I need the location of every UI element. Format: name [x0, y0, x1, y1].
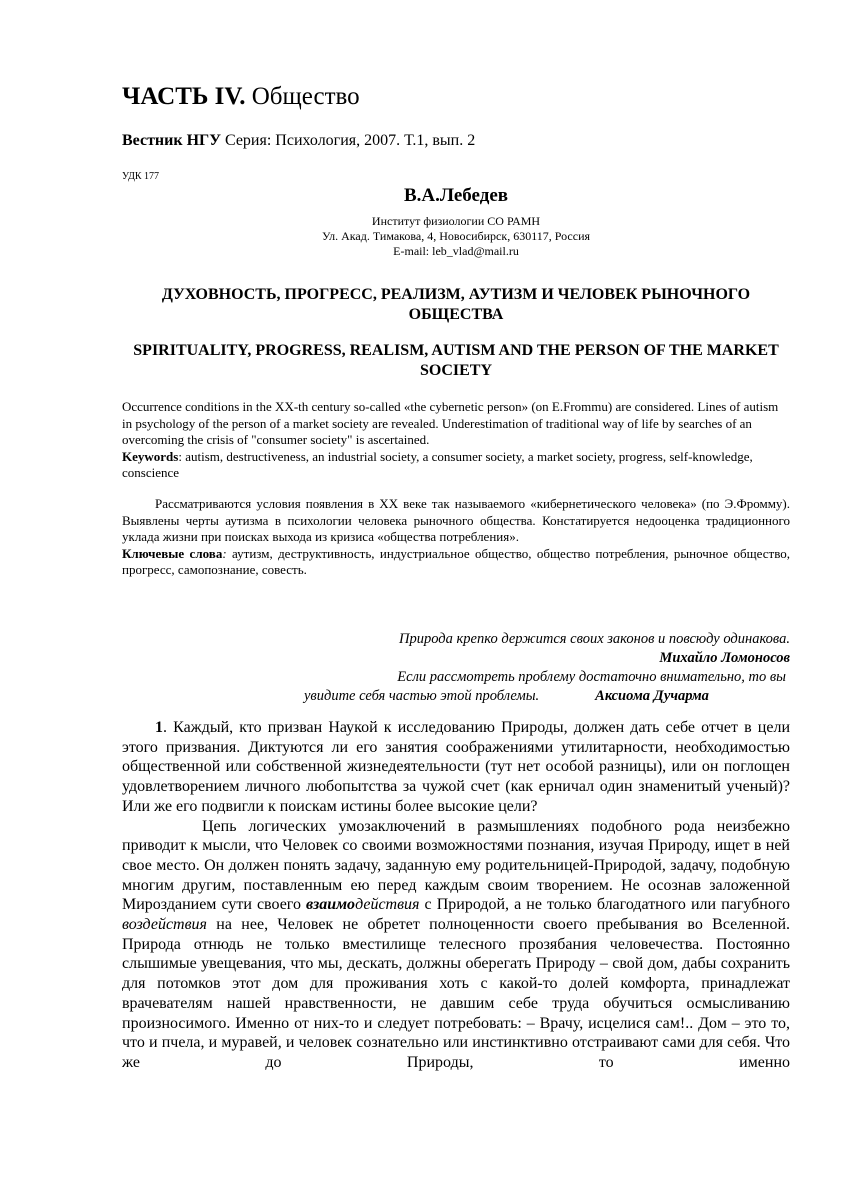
author-name: В.А.Лебедев — [403, 185, 509, 206]
journal-series: Серия: Психология, 2007. Т.1, вып. 2 — [220, 132, 476, 149]
epigraph-quote-1: Природа крепко держится своих законов и повсюду одинакова. — [399, 631, 790, 647]
epigraph-author-1: Михайло Ломоносов — [659, 650, 790, 666]
section-number: 1 — [155, 719, 163, 736]
author-affiliation — [122, 214, 790, 259]
body-paragraph-2-part-b: с Природой, а не только благодатного или пагубного — [419, 896, 790, 914]
epigraph-quote-2-end — [304, 687, 790, 706]
article-body — [122, 718, 790, 1073]
part-heading — [122, 82, 360, 112]
body-paragraph-2 — [122, 817, 790, 1073]
abstract-english-text: Occurrence conditions in the XX-th century so-called «the cybernetic person» (on E.Frommu) are considered. Lines of autism in psychology of the person of a market society are revealed. Underestimation of traditional way of life by searches of an overcoming the crisis of "consumer society" is ascertained. — [122, 399, 779, 447]
abstract-russian — [122, 496, 790, 579]
epigraph-quote-2: Если рассмотреть проблему достаточно внимательно, то вы — [397, 669, 786, 685]
title-english: SPIRITUALITY, PROGRESS, REALISM, AUTISM AND THE PERSON OF THE MARKET SOCIETY — [133, 342, 779, 379]
keywords-english-list: : autism, destructiveness, an industrial society, a consumer society, a market society, progress, self-knowledge, conscience — [122, 448, 753, 480]
emphasis-italic: действия — [355, 896, 420, 914]
keywords-russian-colon: : — [222, 545, 227, 561]
part-number: ЧАСТЬ IV. — [122, 83, 246, 110]
address: Ул. Акад. Тимакова, 4, Новосибирск, 630117, Россия — [321, 229, 591, 243]
keywords-english-label: Keywords — [122, 448, 179, 464]
journal-line — [122, 131, 475, 151]
keywords-russian-label: Ключевые слова — [122, 545, 223, 561]
emphasis-italic-2: воздействия — [122, 916, 207, 934]
body-paragraph-1 — [122, 718, 790, 817]
institute: Институт физиологии СО РАМН — [371, 214, 541, 228]
email: E-mail: leb_vlad@mail.ru — [393, 244, 519, 258]
body-paragraph-1-text: . Каждый, кто призван Наукой к исследованию Природы, должен дать себе отчет в цели этого призвания. Диктуются ли его занятия соображениями утилитарности, необходимостью общественной или собственной жизнедеятельности (тут нет особой разницы), или он поглощен удовлетворением личного любопытства за чужой счет (как ерничал один знаменитый ученый)? Или же его подвигли к поискам истины более высокие цели? — [122, 719, 790, 815]
epigraphs — [304, 630, 790, 706]
title-russian: ДУХОВНОСТЬ, ПРОГРЕСС, РЕАЛИЗМ, АУТИЗМ И ЧЕЛОВЕК РЫНОЧНОГО ОБЩЕСТВА — [161, 286, 751, 323]
epigraph-quote-2-line2: увидите себя частью этой проблемы. — [304, 688, 540, 704]
keywords-russian — [122, 546, 790, 579]
body-paragraph-2-part-a: Цепь логических умозаключений в размышлениях подобного рода неизбежно приводит к мысли, что Человек со своими возможностями познания, изучая Природу, ищет в ней свое место. Он должен понять задачу, заданную ему родительницей-Природой, задачу, подобную многим другим, поставленным ею перед каждым своим творением. Не осознав заложенной Мирозданием сути своего — [122, 817, 790, 914]
udk-code: УДК 177 — [122, 171, 160, 182]
abstract-english — [122, 399, 790, 482]
part-title: Общество — [245, 83, 360, 110]
body-paragraph-2-part-c: на нее, Человек не обретет полноценности своего пребывания во Вселенной. Природа отнюдь не только вместилище телесного прозябания человечества. Постоянно слышимые увещевания, что мы, дескать, должны оберегать Природу – свой дом, дабы сохранить для потомков этот дом для проживания хоть с какой-то долей комфорта, принадлежат врачевателям нашей нравственности, не давшим себе труда обучиться осмысливанию произносимого. Именно от них-то и следует потребовать: – Врачу, исцелися сам!.. Дом – это то, что и пчела, и муравей, и человек сознательно или инстинктивно отстраивают сами для себя. Что же до Природы, то именно — [122, 916, 790, 1071]
epigraph-author-2: Аксиома Дучарма — [595, 688, 709, 704]
keywords-russian-list: аутизм, деструктивность, индустриальное общество, общество потребления, рыночное общество, прогресс, самопознание, совесть. — [122, 545, 790, 577]
keywords-english — [122, 449, 790, 482]
emphasis-bold: взаимо — [306, 896, 356, 914]
journal-name: Вестник НГУ — [122, 132, 221, 149]
abstract-russian-text: Рассматриваются условия появления в XX веке так называемого «кибернетического человека» (по Э.Фромму). Выявлены черты аутизма в психологии человека рыночного общества. Констатируется недооценка традиционного уклада жизни при поисках выхода из кризиса «общества потребления». — [122, 496, 790, 544]
